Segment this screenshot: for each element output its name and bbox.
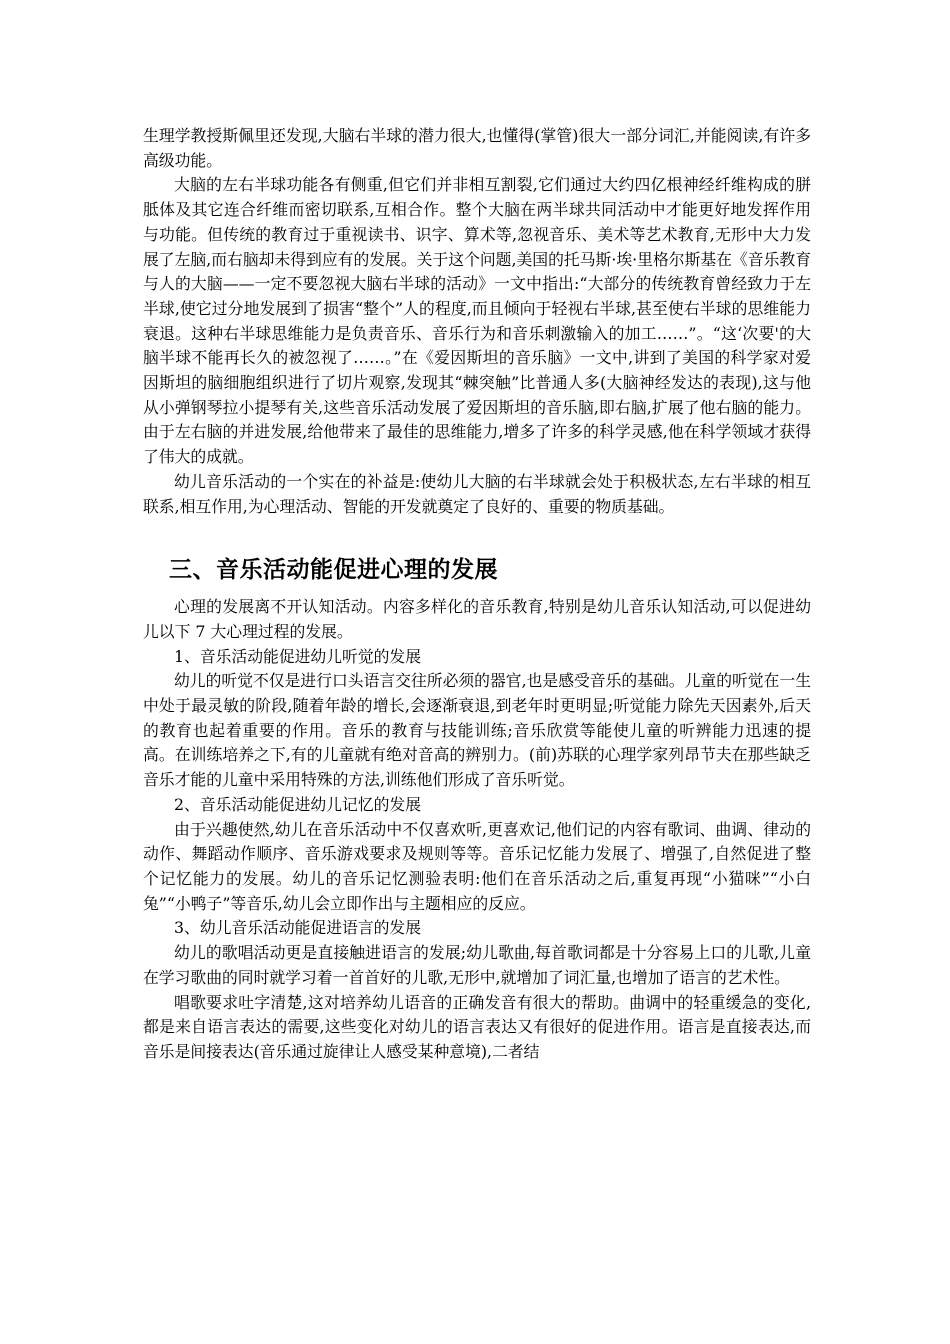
body-text-bottom — [143, 595, 811, 1064]
paragraph: 心理的发展离不开认知活动。内容多样化的音乐教育,特别是幼儿音乐认知活动,可以促进幼儿以下 7 大心理过程的发展。 — [143, 597, 811, 641]
paragraph: 3、幼儿音乐活动能促进语言的发展 — [174, 918, 422, 938]
paragraph: 大脑的左右半球功能各有侧重,但它们并非相互割裂,它们通过大约四亿根神经纤维构成的胼胝体及其它连合纤维而密切联系,互相合作。整个大脑在两半球共同活动中才能更好地发挥作用与功能。但传统的教育过于重视读书、识字、算术等,忽视音乐、美术等艺术教育,无形中大力发展了左脑,而右脑却未得到应有的发展。关于这个问题,美国的托马斯·埃·里格尔斯基在《音乐教育与人的大脑——一定不要忽视大脑右半球的活动》一文中指出:“大部分的传统教育曾经致力于左半球,使它过分地发展到了损害“整个”人的程度,而且倾向于轻视右半球,甚至使右半球的思维能力衰退。这种右半球思维能力是负责音乐、音乐行为和音乐刺激输入的加工……”。“这‘次要'的大脑半球不能再长久的被忽视了……。”在《爱因斯坦的音乐脑》一文中,讲到了美国的科学家对爱因斯坦的脑细胞组织进行了切片观察,发现其“棘突触”比普通人多(大脑神经发达的表现),这与他从小弹钢琴拉小提琴有关,这些音乐活动发展了爱因斯坦的音乐脑,即右脑,扩展了他右脑的能力。由于左右脑的并进发展,给他带来了最佳的思维能力,增多了许多的科学灵感,他在科学领域才获得了伟大的成就。 — [143, 175, 811, 467]
paragraph: 2、音乐活动能促进幼儿记忆的发展 — [174, 794, 422, 814]
paragraph: 1、音乐活动能促进幼儿听觉的发展 — [174, 646, 422, 666]
paragraph: 生理学教授斯佩里还发现,大脑右半球的潜力很大,也懂得(掌管)很大一部分词汇,并能阅读,有许多高级功能。 — [143, 126, 811, 170]
paragraph: 幼儿的听觉不仅是进行口头语言交往所必须的器官,也是感受音乐的基础。儿童的听觉在一生中处于最灵敏的阶段,随着年龄的增长,会逐渐衰退,到老年时更明显;听觉能力除先天因素外,后天的教育也起着重要的作用。音乐的教育与技能训练;音乐欣赏等能使儿童的听辨能力迅速的提高。在训练培养之下,有的儿童就有绝对音高的辨别力。(前)苏联的心理学家列昂节夫在那些缺乏音乐才能的儿童中采用特殊的方法,训练他们形成了音乐听觉。 — [143, 671, 811, 790]
body-text-top — [143, 124, 811, 519]
document-page — [143, 124, 811, 1065]
paragraph: 由于兴趣使然,幼儿在音乐活动中不仅喜欢听,更喜欢记,他们记的内容有歌词、曲调、律动的动作、舞蹈动作顺序、音乐游戏要求及规则等等。音乐记忆能力发展了、增强了,自然促进了整个记忆能力的发展。幼儿的音乐记忆测验表明:他们在音乐活动之后,重复再现“小猫咪”“小白兔”“小鸭子”等音乐,幼儿会立即作出与主题相应的反应。 — [143, 819, 811, 913]
paragraph: 幼儿音乐活动的一个实在的补益是:使幼儿大脑的右半球就会处于积极状态,左右半球的相互联系,相互作用,为心理活动、智能的开发就奠定了良好的、重要的物质基础。 — [143, 471, 811, 516]
paragraph: 唱歌要求吐字清楚,这对培养幼儿语音的正确发音有很大的帮助。曲调中的轻重缓急的变化,都是来自语言表达的需要,这些变化对幼儿的语言表达又有很好的促进作用。语言是直接表达,而音乐是间接表达(音乐通过旋律让人感受某种意境),二者结 — [143, 992, 811, 1061]
paragraph: 幼儿的歌唱活动更是直接触进语言的发展;幼儿歌曲,每首歌词都是十分容易上口的儿歌,儿童在学习歌曲的同时就学习着一首首好的儿歌,无形中,就增加了词汇量,也增加了语言的艺术性。 — [143, 943, 811, 987]
section-heading: 三、音乐活动能促进心理的发展 — [169, 557, 498, 584]
